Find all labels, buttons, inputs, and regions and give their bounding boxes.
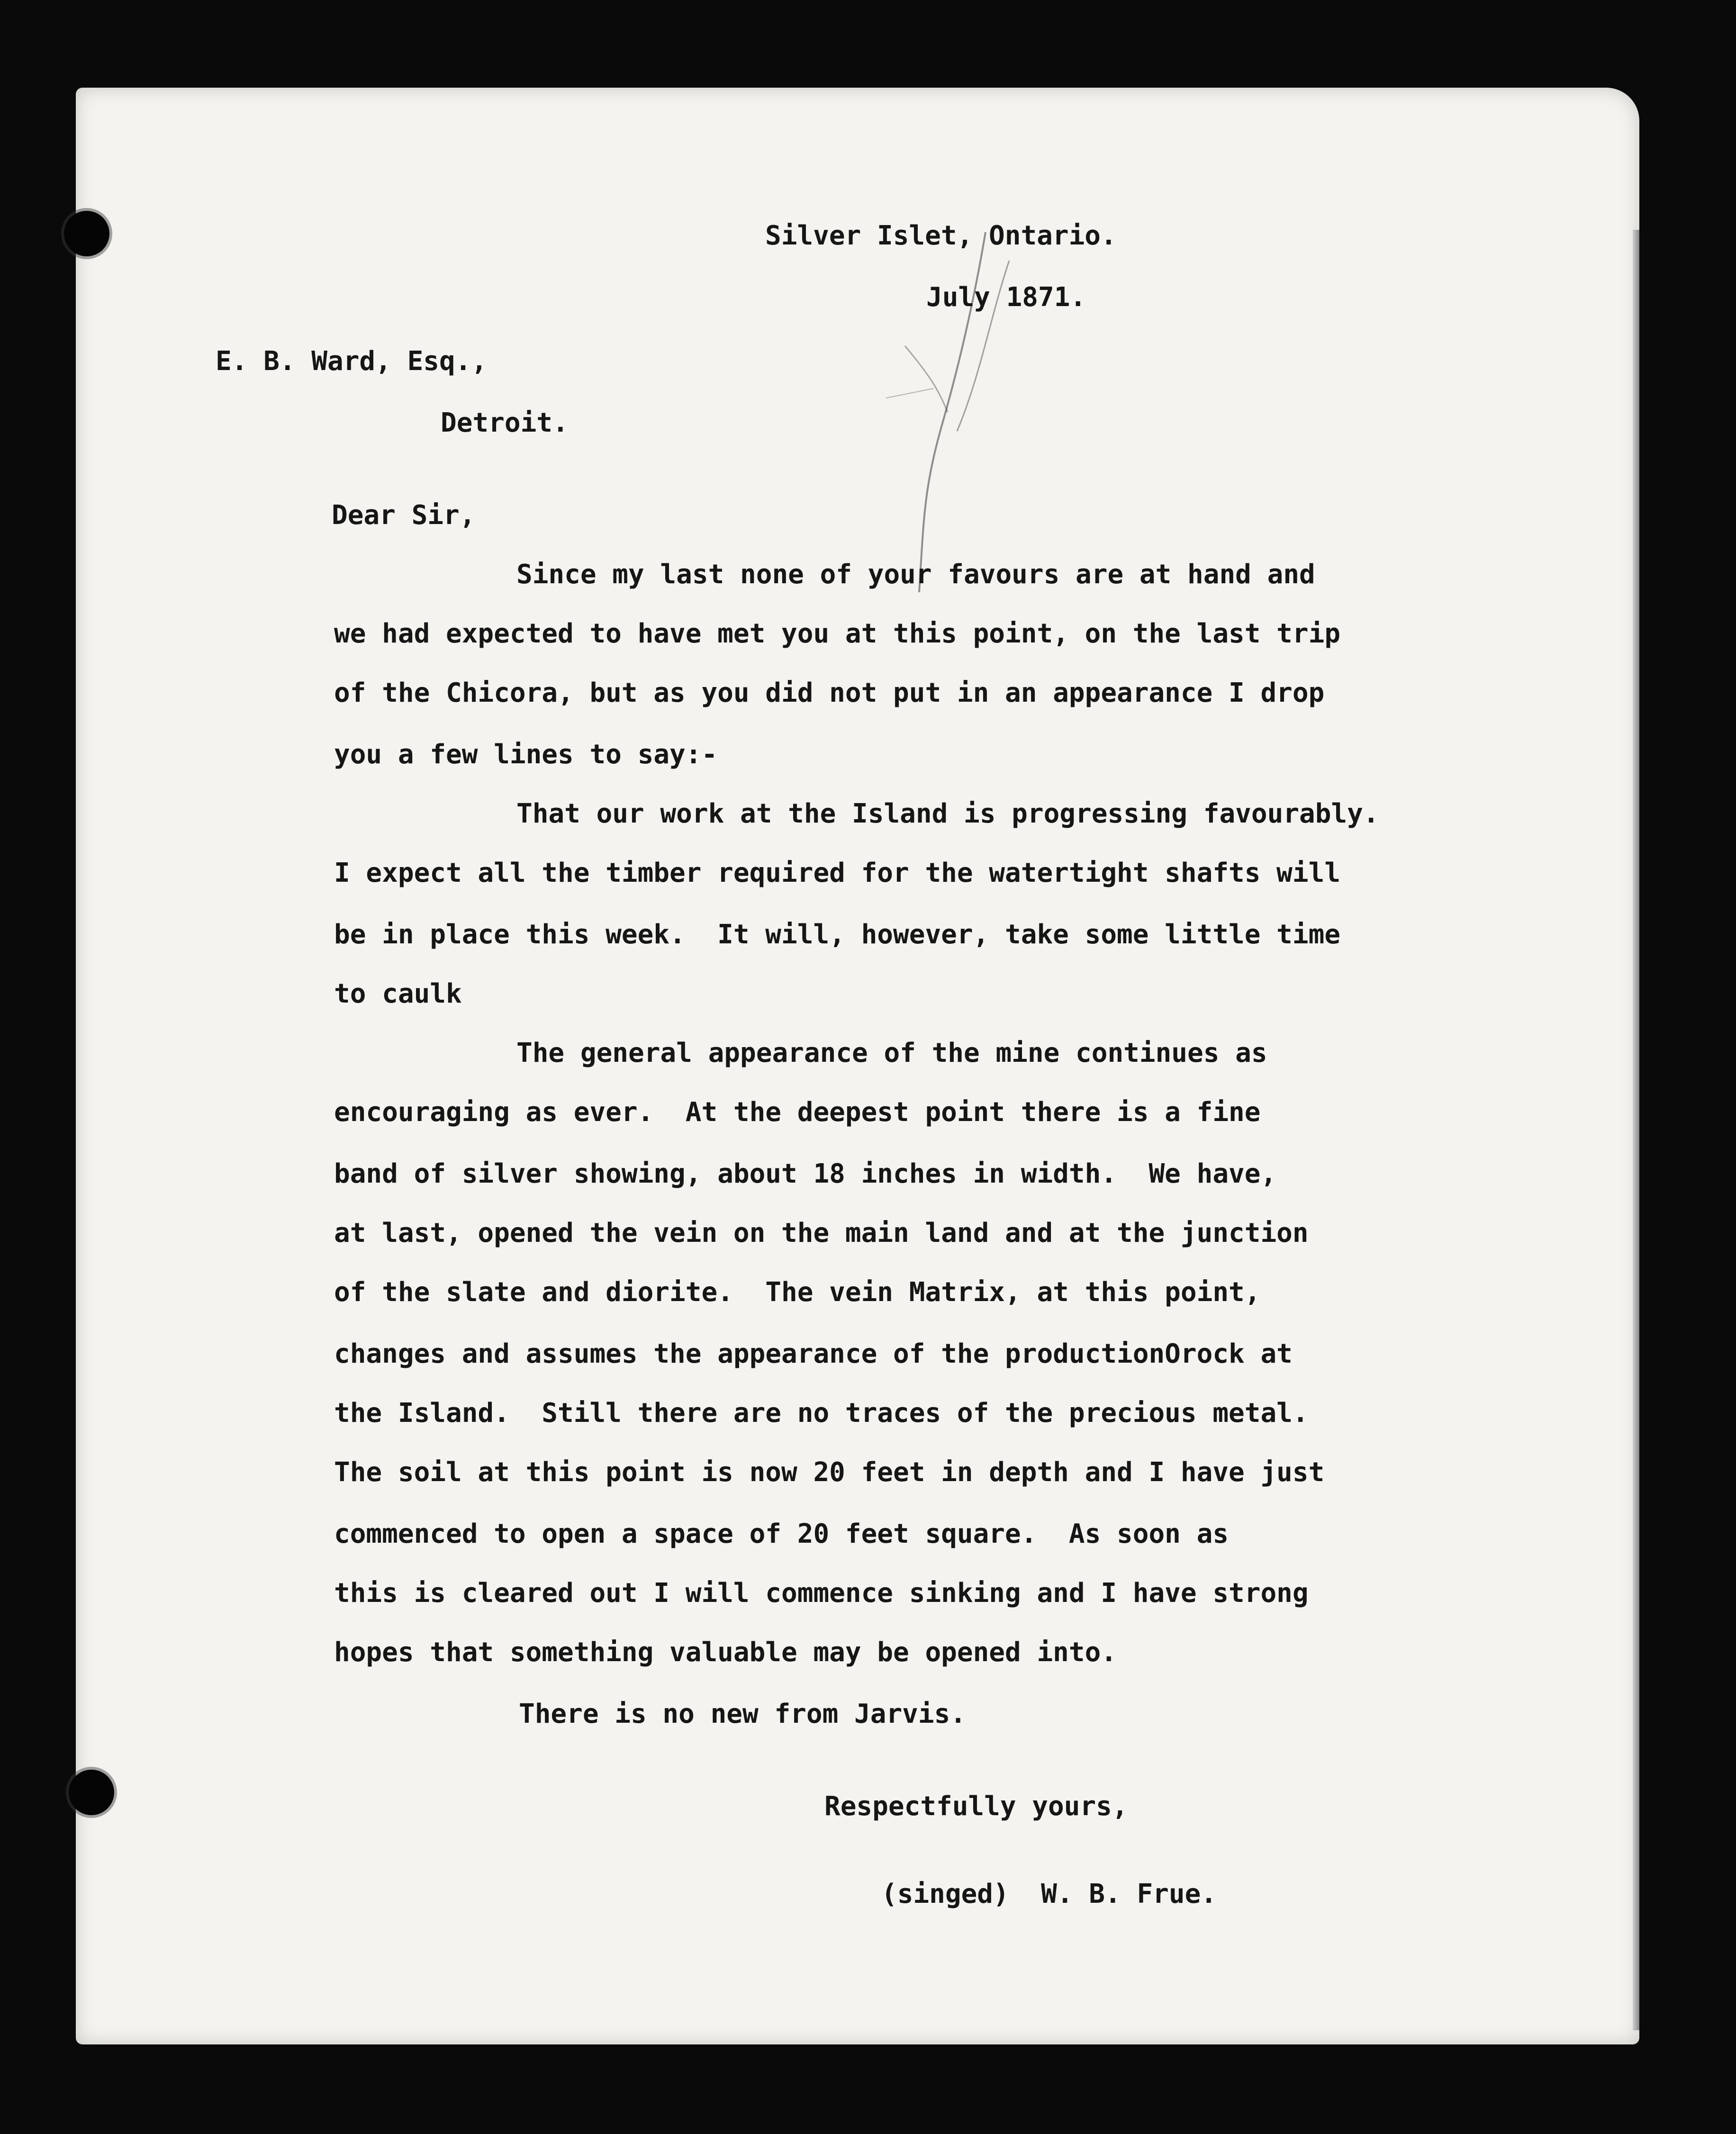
body-line: you a few lines to say:- (334, 739, 718, 770)
body-line: encouraging as ever. At the deepest point there is a fine (334, 1097, 1261, 1128)
body-line: band of silver showing, about 18 inches in width. We have, (334, 1158, 1277, 1189)
body-line: the Island. Still there are no traces of the precious metal. (334, 1398, 1309, 1429)
body-line: Since my last none of your favours are at hand and (516, 559, 1315, 590)
body-line: I expect all the timber required for the watertight shafts will (334, 858, 1341, 888)
body-line: be in place this week. It will, however, take some little time (334, 919, 1341, 950)
page-edge (1633, 230, 1639, 2030)
body-line: commenced to open a space of 20 feet square. As soon as (334, 1519, 1229, 1549)
body-line: at last, opened the vein on the main land and at the junction (334, 1218, 1309, 1248)
body-line: That our work at the Island is progressing favourably. (516, 798, 1379, 829)
letter-salutation: Dear Sir, (332, 500, 476, 531)
letter-date: July 1871. (926, 282, 1086, 313)
body-line: There is no new from Jarvis. (519, 1699, 967, 1729)
body-line: of the Chicora, but as you did not put in an appearance I drop (334, 678, 1325, 708)
letter-closing: Respectfully yours, (824, 1791, 1128, 1822)
punch-hole-icon (69, 1770, 114, 1815)
body-line: hopes that something valuable may be opened into. (334, 1637, 1117, 1668)
body-line: we had expected to have met you at this point, on the last trip (334, 618, 1341, 649)
letter-addressee: E. B. Ward, Esq., (216, 346, 488, 377)
body-line: to caulk (334, 978, 462, 1009)
body-line: The general appearance of the mine continues as (516, 1038, 1267, 1068)
body-line: The soil at this point is now 20 feet in depth and I have just (334, 1457, 1325, 1488)
body-line: of the slate and diorite. The vein Matrix, at this point, (334, 1277, 1261, 1308)
letter-signature: (singed) W. B. Frue. (881, 1879, 1217, 1909)
body-line: this is cleared out I will commence sinking and I have strong (334, 1578, 1309, 1609)
punch-hole-icon (64, 211, 109, 256)
letter-city: Detroit. (441, 407, 569, 438)
body-line: changes and assumes the appearance of the productionOrock at (334, 1338, 1293, 1369)
letter-place: Silver Islet, Ontario. (765, 220, 1117, 251)
